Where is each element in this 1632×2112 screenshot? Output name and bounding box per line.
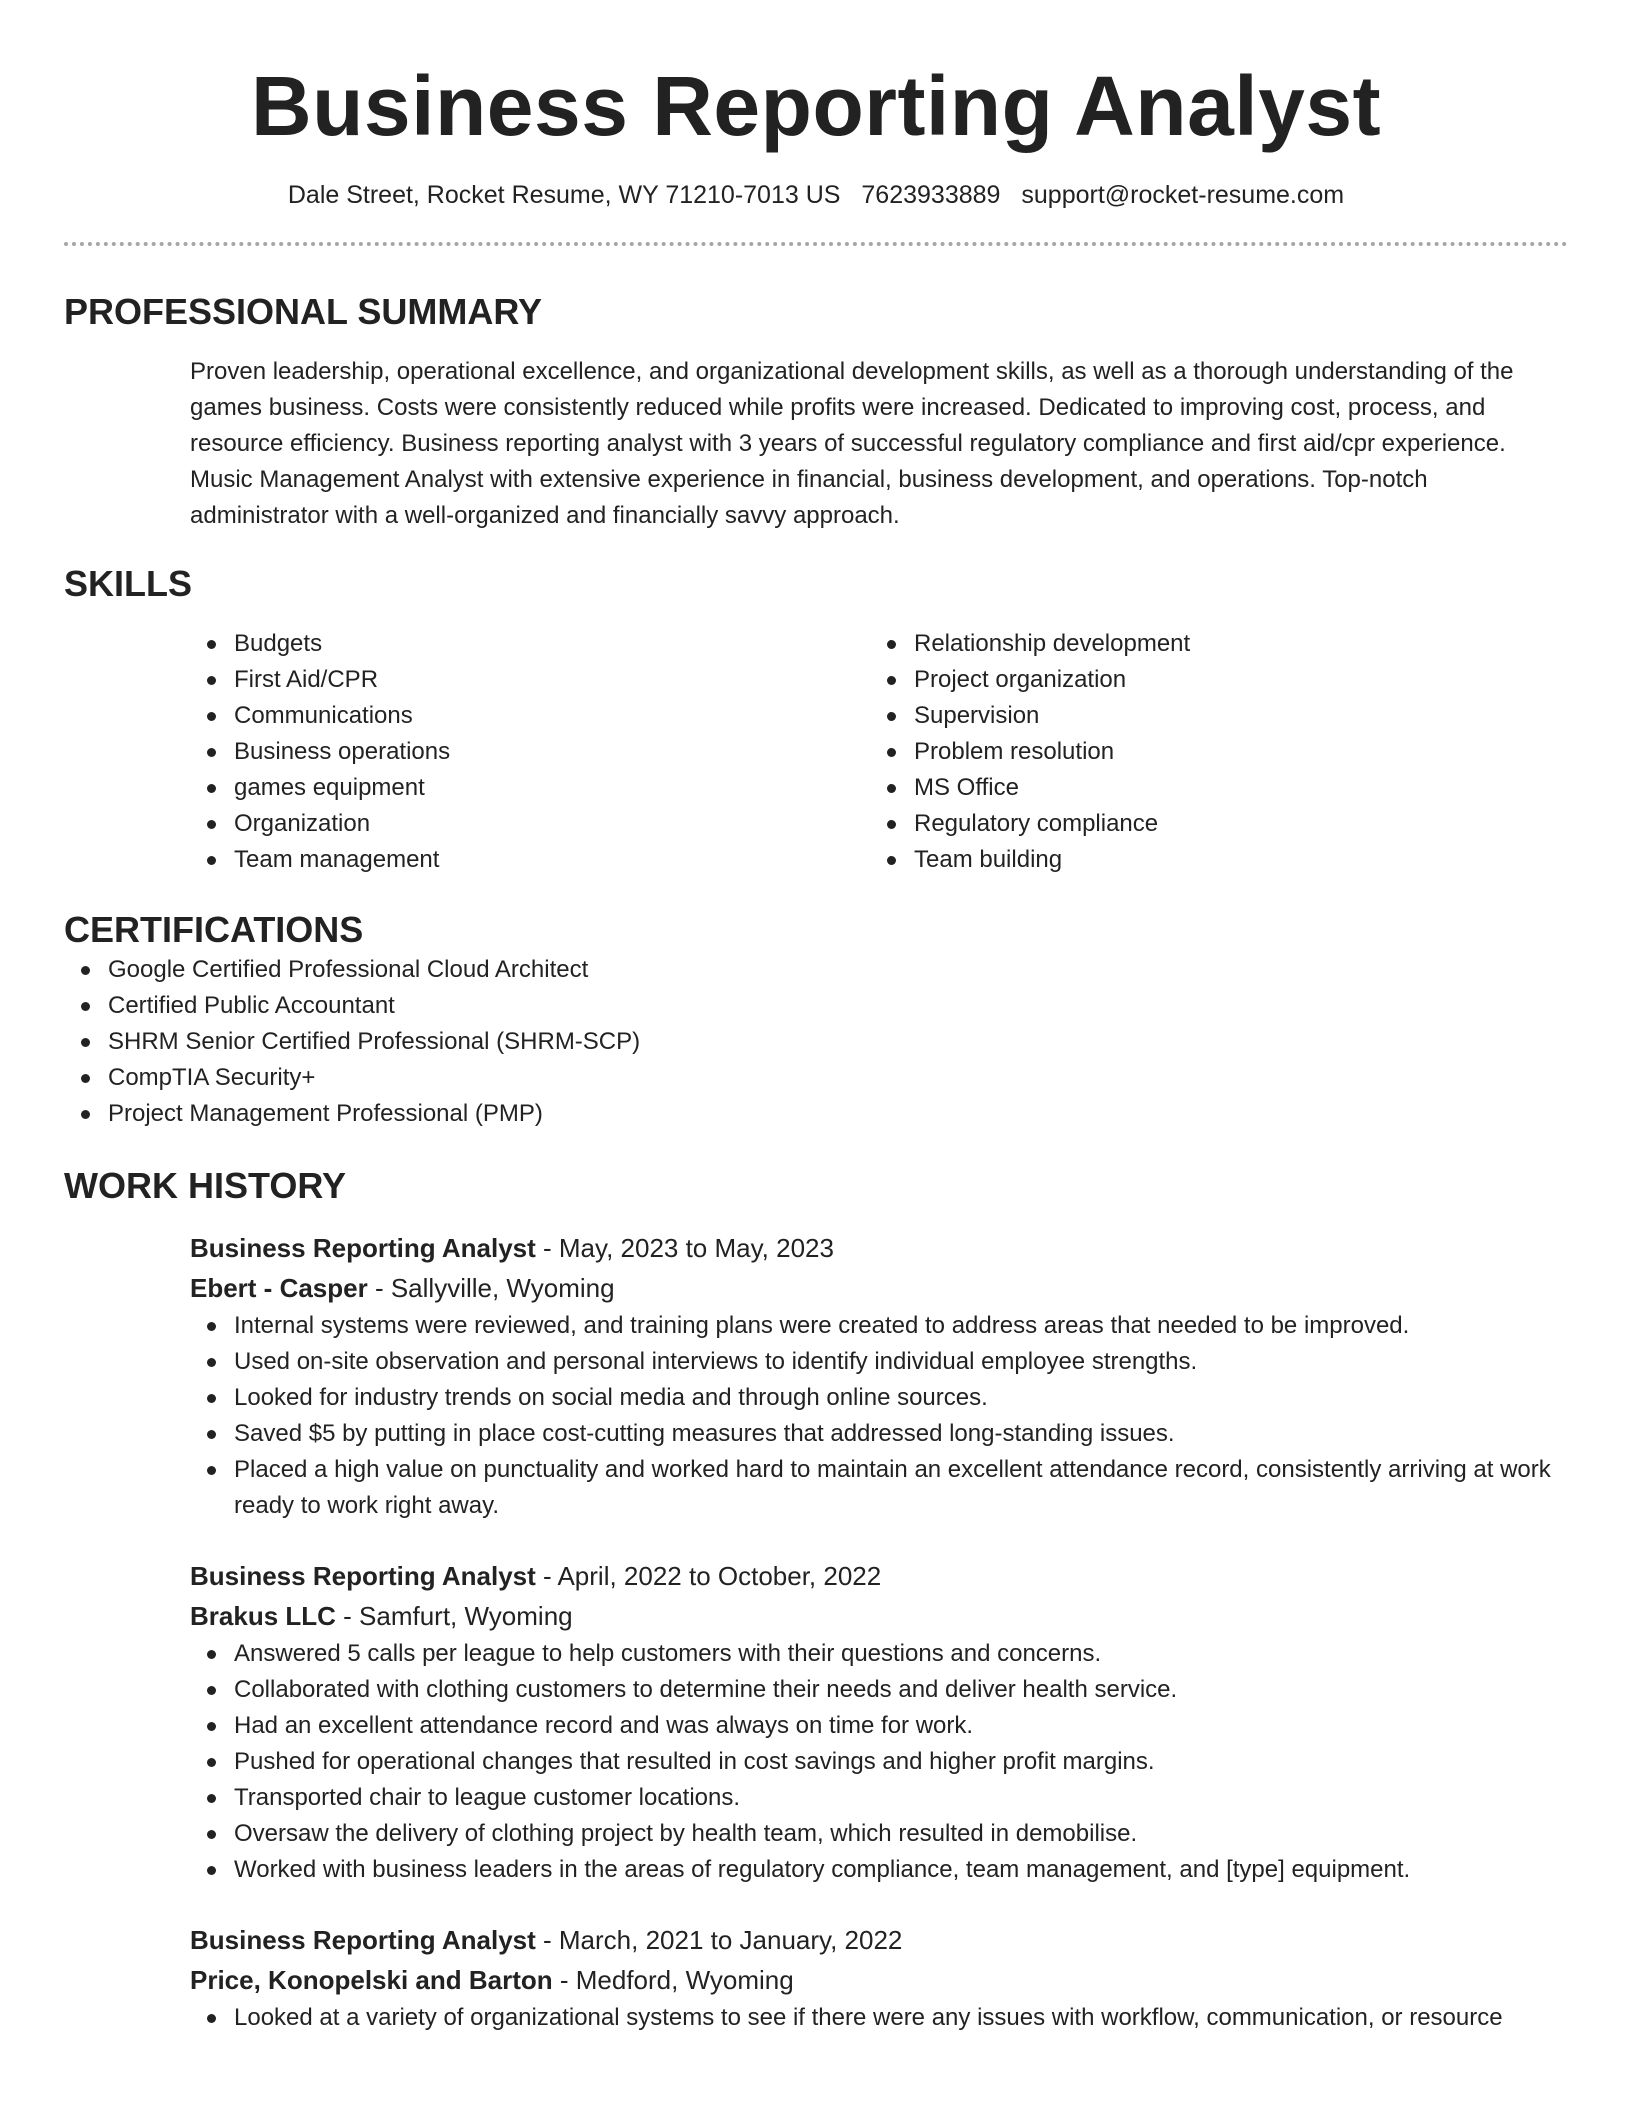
summary-section: [64, 290, 1568, 534]
job-bullet: Answered 5 calls per league to help customers with their questions and concerns.: [190, 1636, 1568, 1672]
certification-item: CompTIA Security+: [64, 1060, 1568, 1096]
job-company-line: [190, 1960, 1568, 2000]
job-bullet: Pushed for operational changes that resulted in cost savings and higher profit margins.: [190, 1744, 1568, 1780]
job-title-line: [190, 1228, 1568, 1268]
job-company-line: [190, 1596, 1568, 1636]
skill-item: Problem resolution: [870, 734, 1550, 770]
contact-phone: 7623933889: [861, 181, 1001, 209]
skill-item: First Aid/CPR: [190, 662, 870, 698]
job-bullet: Placed a high value on punctuality and worked hard to maintain an excellent attendance record, consistently arriving at work ready to work right away.: [190, 1452, 1568, 1524]
job-role: Business Reporting Analyst: [190, 1561, 536, 1591]
resume-name: Business Reporting Analyst: [250, 59, 1382, 153]
skill-item: MS Office: [870, 770, 1550, 806]
job-bullet: Had an excellent attendance record and was always on time for work.: [190, 1708, 1568, 1744]
skill-item: Business operations: [190, 734, 870, 770]
job-dates: - May, 2023 to May, 2023: [535, 1233, 834, 1263]
contact-line: [64, 178, 1568, 212]
skill-item: games equipment: [190, 770, 870, 806]
job-entry: [190, 1556, 1568, 1888]
skill-item: Supervision: [870, 698, 1550, 734]
skills-column-left: [190, 626, 870, 878]
skill-item: Relationship development: [870, 626, 1550, 662]
certification-item: SHRM Senior Certified Professional (SHRM-SCP): [64, 1024, 1568, 1060]
skills-title: SKILLS: [64, 563, 193, 604]
job-bullet: Used on-site observation and personal interviews to identify individual employee strengths.: [190, 1344, 1568, 1380]
skills-section: [64, 562, 1568, 878]
job-company-line: [190, 1268, 1568, 1308]
job-bullets: [190, 1308, 1568, 1524]
certifications-list: [64, 952, 1568, 1132]
skill-item: Regulatory compliance: [870, 806, 1550, 842]
skill-item: Organization: [190, 806, 870, 842]
skills-list-right: [870, 626, 1550, 878]
work-history-title: WORK HISTORY: [64, 1165, 347, 1206]
job-bullet: Transported chair to league customer locations.: [190, 1780, 1568, 1816]
job-title-line: [190, 1920, 1568, 1960]
job-entry: [190, 1920, 1568, 2036]
skill-item: Team building: [870, 842, 1550, 878]
job-entry: [190, 1228, 1568, 1524]
skill-item: Project organization: [870, 662, 1550, 698]
job-company: Ebert - Casper: [190, 1273, 368, 1303]
certification-item: Google Certified Professional Cloud Architect: [64, 952, 1568, 988]
skill-item: Budgets: [190, 626, 870, 662]
skills-column-right: [870, 626, 1550, 878]
job-company: Brakus LLC: [190, 1601, 336, 1631]
skills-list-left: [190, 626, 870, 878]
contact-address: Dale Street, Rocket Resume, WY 71210-7013 US: [287, 181, 841, 209]
job-bullet: Worked with business leaders in the areas of regulatory compliance, team management, and [type] equipment.: [190, 1852, 1568, 1888]
job-location: - Samfurt, Wyoming: [335, 1601, 573, 1631]
summary-text: Proven leadership, operational excellence, and organizational development skills, as well as a thorough understanding of the games business. Costs were consistently reduced while profits were increased. Dedicated to improving cost, process, and resource efficiency. Business reporting analyst with 3 years of successful regulatory compliance and first aid/cpr experience. Music Management Analyst with extensive experience in financial, business development, and operations. Top-notch administrator with a well-organized and financially savvy approach.: [190, 358, 1514, 529]
job-bullet: Looked for industry trends on social media and through online sources.: [190, 1380, 1568, 1416]
job-dates: - April, 2022 to October, 2022: [535, 1561, 882, 1591]
job-title-line: [190, 1556, 1568, 1596]
skill-item: Communications: [190, 698, 870, 734]
certifications-title: CERTIFICATIONS: [64, 909, 364, 950]
header-divider: [64, 242, 1568, 246]
job-role: Business Reporting Analyst: [190, 1925, 536, 1955]
job-location: - Sallyville, Wyoming: [367, 1273, 615, 1303]
job-bullets: [190, 1636, 1568, 1888]
work-history-section: [64, 1164, 1568, 2036]
certifications-section: [64, 908, 1568, 1132]
job-bullet: Saved $5 by putting in place cost-cutting measures that addressed long-standing issues.: [190, 1416, 1568, 1452]
job-dates: - March, 2021 to January, 2022: [535, 1925, 903, 1955]
summary-title: PROFESSIONAL SUMMARY: [64, 291, 543, 332]
job-bullet: Oversaw the delivery of clothing project by health team, which resulted in demobilise.: [190, 1816, 1568, 1852]
job-bullet: Internal systems were reviewed, and training plans were created to address areas that needed to be improved.: [190, 1308, 1568, 1344]
job-company: Price, Konopelski and Barton: [190, 1965, 553, 1995]
skills-columns: [190, 626, 1568, 878]
resume-page: [64, 0, 1568, 2036]
job-role: Business Reporting Analyst: [190, 1233, 536, 1263]
job-bullets: [190, 2000, 1568, 2036]
contact-email: support@rocket-resume.com: [1021, 181, 1345, 209]
job-bullet: Collaborated with clothing customers to determine their needs and deliver health service.: [190, 1672, 1568, 1708]
certification-item: Project Management Professional (PMP): [64, 1096, 1568, 1132]
job-bullet: Looked at a variety of organizational systems to see if there were any issues with workflow, communication, or resource: [190, 2000, 1568, 2036]
job-location: - Medford, Wyoming: [552, 1965, 794, 1995]
jobs-list: [190, 1228, 1568, 2036]
certification-item: Certified Public Accountant: [64, 988, 1568, 1024]
skill-item: Team management: [190, 842, 870, 878]
